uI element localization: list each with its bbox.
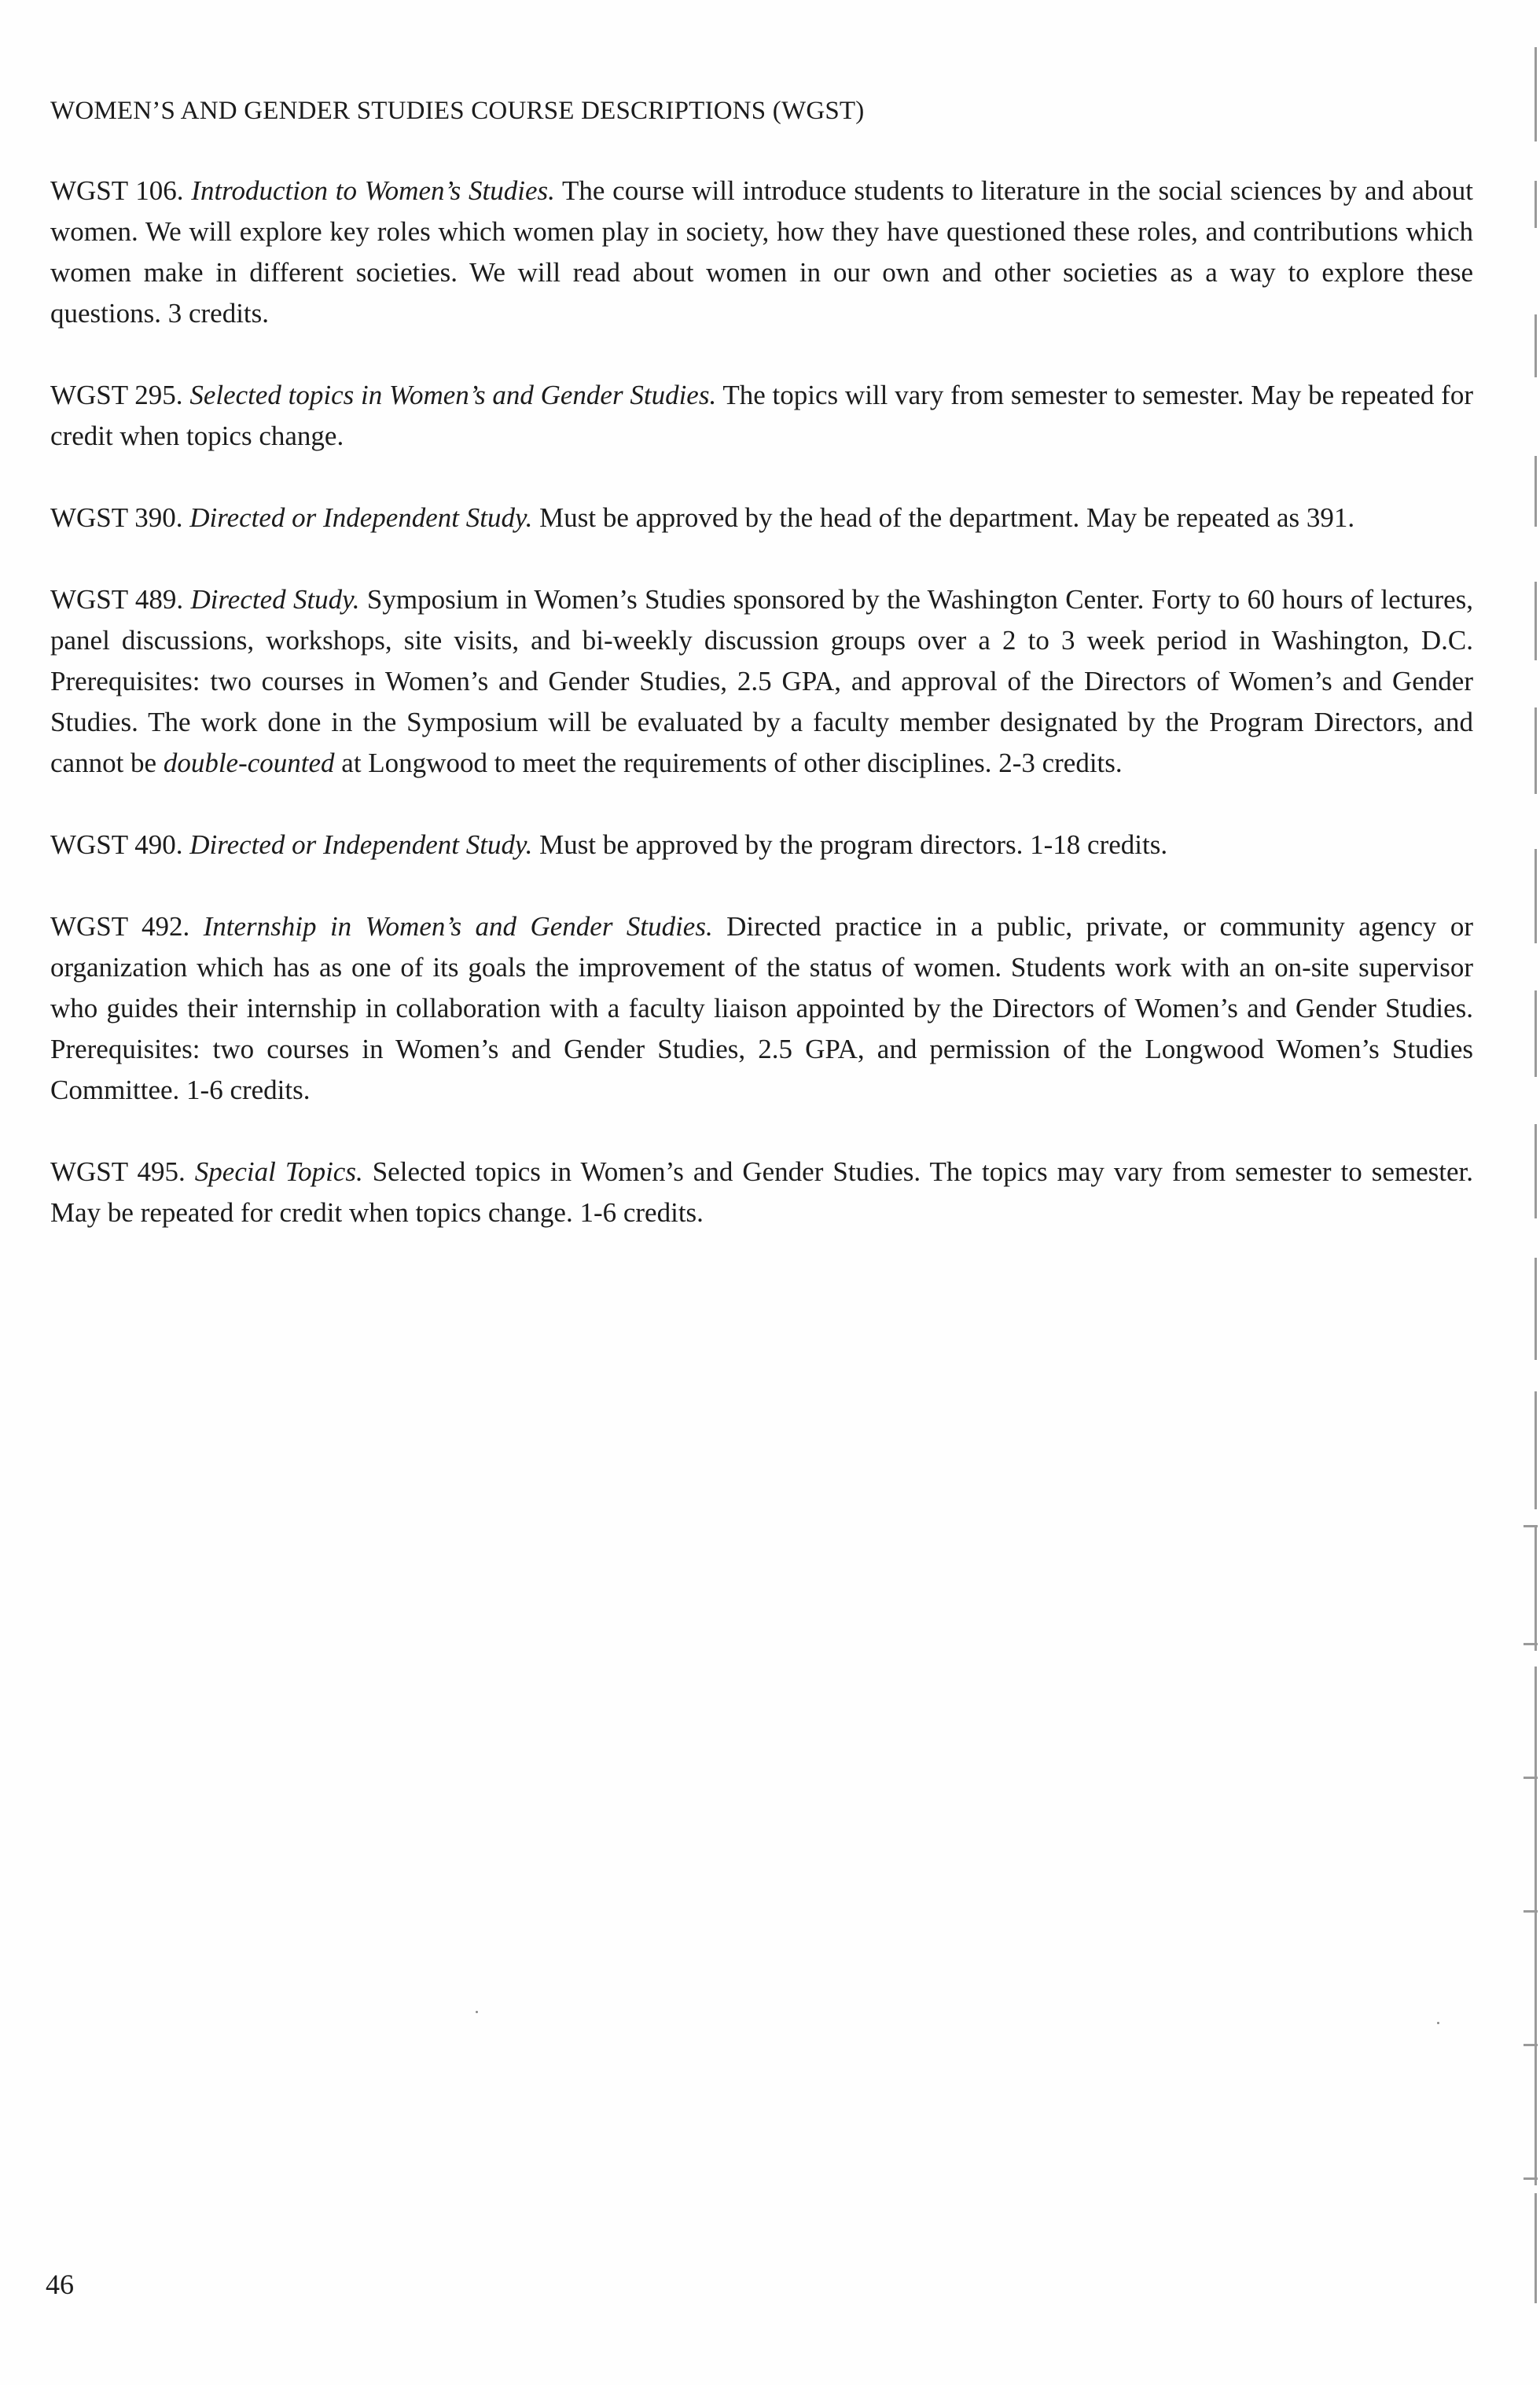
scan-edge-mark <box>1534 1525 1537 1651</box>
course-description: Must be approved by the head of the department. May be repeated as 391. <box>539 502 1355 533</box>
scan-edge-mark <box>1534 849 1537 943</box>
scan-edge-mark <box>1534 2052 1537 2185</box>
scan-speck <box>476 2011 478 2013</box>
course-title: Special Topics. <box>194 1156 363 1187</box>
course-entry-wgst-492 <box>50 906 1473 1111</box>
course-description: Directed practice in a public, private, or community agency or organization which has as one of its goals the improvement of the status of women. Students work with an on-site supervisor who guides their internship in collaboration with a faculty liaison appointed by the Directors of Women’s and Gender Studies. Prerequisites: two courses in Women’s and Gender Studies, 2.5 GPA, and permission of the Longwood Women’s Studies Committee. 1-6 credits. <box>50 911 1473 1105</box>
scan-edge-mark <box>1534 1792 1537 1926</box>
scan-edge-mark <box>1534 1918 1537 2060</box>
scan-edge-mark <box>1534 990 1537 1077</box>
course-description: Must be approved by the program directors. 1-18 credits. <box>539 829 1168 860</box>
course-title: Selected topics in Women’s and Gender Studies. <box>189 380 717 410</box>
course-code: WGST 492. <box>50 911 190 942</box>
scan-edge-mark <box>1534 582 1537 660</box>
scan-edge-mark <box>1534 1391 1537 1509</box>
emphasized-term: double-counted <box>163 748 335 778</box>
scan-edge-tick <box>1523 1643 1538 1645</box>
scan-edge-tick <box>1523 1910 1538 1913</box>
course-title: Directed Study. <box>190 584 360 615</box>
scan-edge-mark <box>1534 181 1537 228</box>
scan-edge-mark <box>1534 314 1537 377</box>
scan-edge-mark <box>1534 2193 1537 2303</box>
course-code: WGST 106. <box>50 175 184 206</box>
course-title: Directed or Independent Study. <box>189 829 533 860</box>
course-entry-wgst-390 <box>50 498 1473 538</box>
course-code: WGST 489. <box>50 584 184 615</box>
course-entry-wgst-490 <box>50 825 1473 865</box>
course-description: Symposium in Women’s Studies sponsored by the Washington Center. Forty to 60 hours of lectures, panel discussions, workshops, site visits, and bi-weekly discussion groups over a 2 to 3 week period in Washington, D.C. Prerequisites: two courses in Women’s and Gender Studies, 2.5 GPA, and approval of the Directors of Women’s and Gender Studies. The work done in the Symposium will be evaluated by a faculty member designated by the Program Directors, and cannot be <box>50 584 1474 778</box>
course-entry-wgst-295 <box>50 375 1473 457</box>
page-content <box>50 90 1473 1274</box>
page-heading: WOMEN’S AND GENDER STUDIES COURSE DESCRIPTIONS (WGST) <box>50 97 865 125</box>
course-code: WGST 390. <box>50 502 183 533</box>
course-description: Selected topics in Women’s and Gender Studies. The topics may vary from semester to semester. May be repeated for credit when topics change. 1-6 credits. <box>50 1156 1474 1228</box>
scan-edge-tick <box>1523 2044 1538 2046</box>
course-code: WGST 295. <box>50 380 183 410</box>
scan-edge-tick <box>1523 2177 1538 2180</box>
course-code: WGST 495. <box>50 1156 186 1187</box>
scan-edge-mark <box>1534 47 1537 141</box>
page-number: 46 <box>46 2269 74 2300</box>
course-entry-wgst-495 <box>50 1152 1473 1233</box>
course-code: WGST 490. <box>50 829 183 860</box>
scan-edge-mark <box>1534 707 1537 794</box>
course-title: Internship in Women’s and Gender Studies. <box>203 911 713 942</box>
course-entry-wgst-489 <box>50 579 1473 784</box>
scan-edge-mark <box>1534 1667 1537 1800</box>
course-entry-wgst-106 <box>50 171 1473 334</box>
course-description: The topics will vary from semester to semester. May be repeated for credit when topics change. <box>50 380 1473 451</box>
scan-edge-mark <box>1534 456 1537 527</box>
scan-edge-tick <box>1523 1777 1538 1779</box>
scan-edge-mark <box>1534 1124 1537 1218</box>
scan-speck <box>1437 2022 1439 2024</box>
course-title: Directed or Independent Study. <box>189 502 533 533</box>
course-description: The course will introduce students to literature in the social sciences by and about women. We will explore key roles which women play in society, how they have questioned these roles, and contributions which women make in different societies. We will read about women in our own and other societies as a way to explore these questions. 3 credits. <box>50 175 1474 329</box>
scan-edge-tick <box>1523 1525 1538 1527</box>
course-description-continued: at Longwood to meet the requirements of other disciplines. 2-3 credits. <box>341 748 1123 778</box>
course-title: Introduction to Women’s Studies. <box>191 175 555 206</box>
scan-edge-mark <box>1534 1258 1537 1360</box>
